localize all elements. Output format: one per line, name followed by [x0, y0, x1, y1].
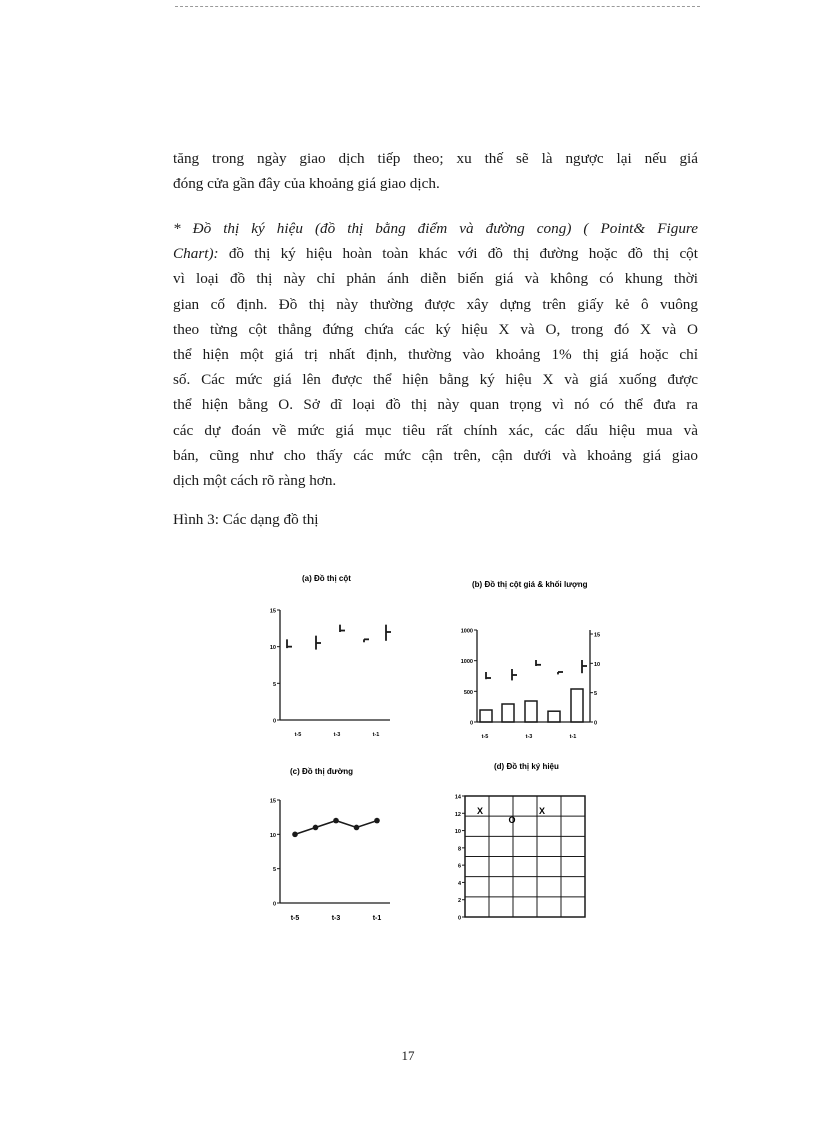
section-heading-italic: * Đồ thị ký hiệu (đồ thị bằng điểm và đường cong) ( Point& Figure: [173, 220, 698, 237]
chart-a-ytick-label: 15: [269, 608, 276, 615]
text-line: tăng trong ngày giao dịch tiếp theo; xu thế sẽ là ngược lại nếu giá: [173, 150, 698, 167]
chart-c: [270, 767, 390, 922]
chart-a-xtick-label: t-5: [294, 732, 302, 738]
chart-c-point: [333, 818, 339, 824]
chart-d-ytick-label: 2: [457, 898, 461, 905]
chart-b-volume-bar: [502, 704, 514, 722]
chart-d-ytick-label: 12: [454, 811, 461, 818]
header-rule: [175, 6, 700, 7]
chart-d-ytick-label: 6: [457, 863, 461, 870]
chart-c-title: (c) Đồ thị đường: [290, 767, 354, 776]
chart-d-ytick-label: 14: [454, 794, 461, 801]
chart-c-ytick-label: 0: [272, 901, 276, 908]
chart-a-ytick-label: 10: [269, 645, 276, 652]
chart-d-title: (d) Đồ thị ký hiệu: [494, 762, 559, 771]
chart-b-xtick-label: t-1: [569, 734, 577, 740]
chart-c-xtick-label: t-5: [290, 915, 300, 922]
chart-b-title: (b) Đồ thị cột giá & khối lượng: [472, 580, 588, 589]
chart-a-ytick-label: 5: [272, 681, 276, 688]
text-line-rest: đồ thị ký hiệu hoàn toàn khác với đồ thị đường hoặc đồ thị cột: [218, 245, 698, 263]
chart-c-point: [374, 818, 380, 824]
chart-b-ytick-label: 1000: [460, 659, 473, 666]
text-line: dịch một cách rõ ràng hơn.: [173, 472, 337, 490]
text-line: gian cố định. Đồ thị này thường được xây dựng trên giấy kẻ ô vuông: [173, 295, 698, 313]
chart-c-xtick-label: t-3: [331, 915, 341, 922]
chart-d-ytick-label: 0: [457, 915, 461, 922]
chart-b-ytick-label: 5: [594, 691, 598, 698]
chart-c-ytick-label: 15: [269, 798, 276, 805]
chart-a-title: (a) Đồ thị cột: [302, 574, 351, 583]
text-line: vì loại đồ thị này chỉ phản ánh diễn biến giá và không có khung thời: [173, 270, 698, 288]
chart-a-xtick-label: t-1: [372, 732, 380, 738]
chart-a-xtick-label: t-3: [333, 732, 341, 738]
text-line: số. Các mức giá lên được thể hiện bằng ký hiệu X và giá xuống được: [173, 371, 698, 389]
chart-b-xtick-label: t-3: [525, 734, 533, 740]
chart-d-ytick-label: 4: [457, 880, 461, 887]
chart-b-ytick-label: 500: [463, 689, 473, 696]
text-line: thể hiện một giá trị nhất định, thường vào khoảng 1% thị giá hoặc chỉ: [173, 346, 698, 364]
chart-a-ytick-label: 0: [272, 718, 276, 725]
heading-tail: Chart):: [173, 245, 219, 263]
chart-d: [455, 762, 585, 922]
chart-b-ytick-label: 0: [469, 720, 473, 727]
chart-b: [461, 580, 600, 740]
text-line: đóng cửa gần đây của khoảng giá giao dịch.: [173, 175, 440, 193]
chart-d-symbol: O: [508, 815, 516, 825]
chart-d-symbol: X: [476, 806, 484, 816]
chart-d-symbol: X: [538, 806, 546, 816]
figure-caption: Hình 3: Các dạng đồ thị: [173, 511, 319, 528]
paragraph-1: [173, 146, 698, 196]
chart-c-point: [354, 825, 360, 831]
chart-c-ytick-label: 10: [269, 832, 276, 839]
chart-a: [270, 574, 391, 738]
chart-b-volume-bar: [548, 711, 560, 722]
chart-b-volume-bar: [571, 689, 583, 722]
text-line: theo từng cột thẳng đứng chứa các ký hiệu X và O, trong đó X và O: [173, 320, 698, 338]
text-line: [173, 241, 698, 266]
figure-charts: [240, 560, 620, 930]
text-line: bán, cũng như cho thấy các mức cận trên, cận dưới và khoảng giá giao: [173, 446, 698, 464]
chart-b-ytick-label: 15: [594, 632, 601, 639]
chart-c-point: [292, 832, 298, 838]
chart-b-ytick-label: 0: [594, 720, 598, 727]
chart-b-volume-bar: [525, 701, 537, 722]
chart-c-ytick-label: 5: [272, 867, 276, 874]
text-line: thể hiện bằng O. Sở dĩ loại đồ thị này quan trọng vì nó có thể đưa ra: [173, 396, 698, 414]
chart-b-ytick-label: 10: [594, 661, 601, 668]
text-line: các dự đoán về mức giá mục tiêu rất chính xác, các dấu hiệu mua và: [173, 421, 698, 439]
chart-d-ytick-label: 10: [454, 829, 461, 836]
paragraph-2: [173, 216, 698, 493]
chart-b-xtick-label: t-5: [481, 734, 489, 740]
charts-svg: [240, 560, 620, 930]
chart-b-volume-bar: [480, 710, 492, 722]
page-number: 17: [401, 1048, 415, 1063]
chart-c-xtick-label: t-1: [372, 915, 382, 922]
chart-b-ytick-label: 1000: [460, 628, 473, 635]
chart-d-ytick-label: 8: [457, 846, 461, 853]
chart-c-point: [313, 825, 319, 831]
